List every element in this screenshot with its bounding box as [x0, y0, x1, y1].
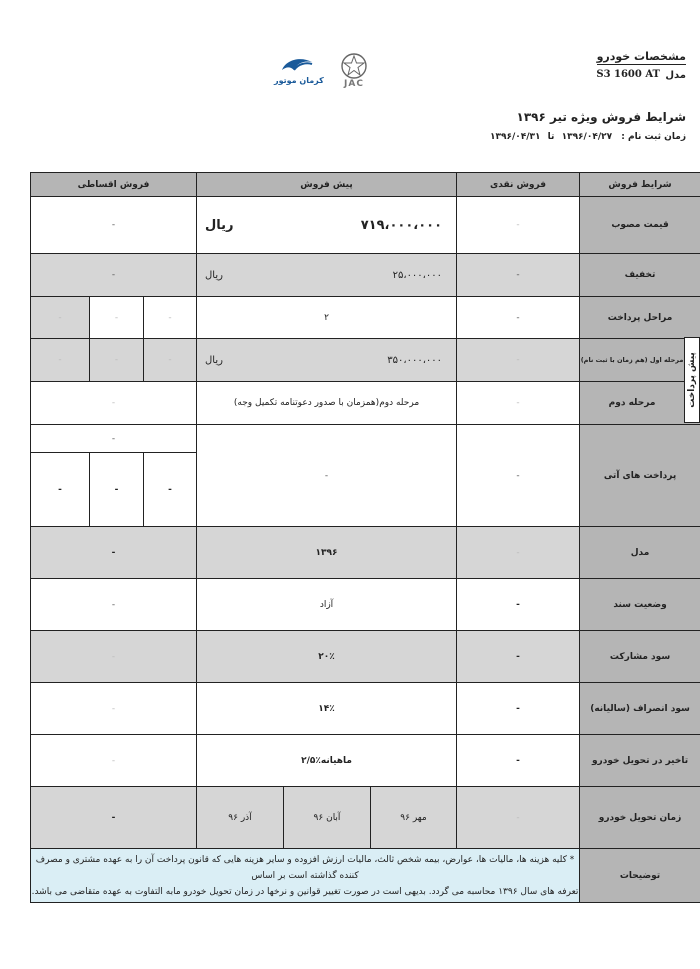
- price-cash: -: [457, 197, 580, 254]
- table-row-notes: [31, 849, 700, 903]
- table-row-stage1: [31, 339, 700, 382]
- delivery-month1: مهر ۹۶: [371, 787, 457, 849]
- notes-label: توضیحات: [580, 849, 700, 903]
- notes-content: [31, 849, 580, 903]
- table-row-delay: [31, 735, 700, 787]
- delivery-cash: -: [457, 787, 580, 849]
- price-installment: -: [31, 197, 197, 254]
- future-inst-top: -: [31, 425, 197, 453]
- future-inst-b: -: [90, 453, 144, 527]
- discount-presale: [197, 254, 457, 297]
- kerman-motor-logo-icon: [270, 52, 382, 92]
- stage1-inst-a: -: [31, 339, 90, 382]
- discount-amount: ۲۵،۰۰۰،۰۰۰: [392, 269, 443, 281]
- model-presale: ۱۳۹۶: [197, 527, 457, 579]
- table-header-row: [31, 173, 700, 197]
- stages-inst-a: -: [31, 297, 90, 339]
- stage1-presale: [197, 339, 457, 382]
- table-row-price: [31, 197, 700, 254]
- partnership-presale: ۲۰٪: [197, 631, 457, 683]
- stage2-cash: -: [457, 382, 580, 425]
- table-row-cancel: [31, 683, 700, 735]
- cancel-cash: -: [457, 683, 580, 735]
- price-label: قیمت مصوب: [580, 197, 700, 254]
- table-row-model: [31, 527, 700, 579]
- kerman-motor-logo-text: کرمان موتور: [274, 76, 324, 85]
- stages-inst-b: -: [90, 297, 144, 339]
- model-installment: -: [31, 527, 197, 579]
- stage2-installment: -: [31, 382, 197, 425]
- table-row-delivery: [31, 787, 700, 849]
- cancel-installment: -: [31, 683, 197, 735]
- model-label: مدل: [580, 527, 700, 579]
- specs-title: مشخصات خودرو: [596, 50, 686, 63]
- header-cash: فروش نقدی: [457, 173, 580, 197]
- model-value: S3 1600 AT: [596, 69, 660, 80]
- stage1-inst-b: -: [90, 339, 144, 382]
- future-presale: -: [197, 425, 457, 527]
- document-label: وضعیت سند: [580, 579, 700, 631]
- discount-installment: -: [31, 254, 197, 297]
- reg-to-word: تا: [547, 132, 555, 142]
- discount-cash: -: [457, 254, 580, 297]
- delay-cash: -: [457, 735, 580, 787]
- partnership-installment: -: [31, 631, 197, 683]
- delivery-month2: آبان ۹۶: [284, 787, 371, 849]
- stage1-cash: -: [457, 339, 580, 382]
- table-row-stages: [31, 297, 700, 339]
- model-label: مدل: [665, 70, 686, 81]
- registration-period: [490, 132, 686, 142]
- delivery-label: زمان تحویل خودرو: [580, 787, 700, 849]
- jac-logo-text: JAC: [344, 79, 364, 89]
- stages-presale: ۲: [197, 297, 457, 339]
- future-label: پرداخت های آتی: [580, 425, 700, 527]
- sale-title: شرایط فروش ویژه تیر ۱۳۹۶: [516, 110, 686, 124]
- header-conditions: شرایط فروش: [580, 173, 700, 197]
- future-cash: -: [457, 425, 580, 527]
- prepayment-side-box: [684, 337, 700, 423]
- header-installment: فروش اقساطی: [31, 173, 197, 197]
- reg-from: ۱۳۹۶/۰۴/۲۷: [561, 132, 613, 142]
- notes-line-2: تعرفه های سال ۱۳۹۶ محاسبه می گردد. بدیهی است در صورت تغییر قوانین و نرخها در زمان تحویل خودرو مابه التفاوت به عهده متقاضی می باشد.: [31, 886, 579, 897]
- table-row-discount: [31, 254, 700, 297]
- stages-cash: -: [457, 297, 580, 339]
- stage2-label: مرحله دوم: [580, 382, 700, 425]
- sales-conditions-table: [30, 172, 700, 903]
- table-row-future-top: [31, 425, 700, 453]
- stage1-inst-c: -: [144, 339, 197, 382]
- delivery-month3: آذر ۹۶: [197, 787, 284, 849]
- stages-label: مراحل پرداخت: [580, 297, 700, 339]
- discount-unit: ریال: [205, 269, 223, 281]
- cancel-presale: ۱۴٪: [197, 683, 457, 735]
- discount-label: تخفیف: [580, 254, 700, 297]
- price-presale: [197, 197, 457, 254]
- prepayment-side-label: پیش پرداخت: [687, 352, 697, 408]
- stage2-presale: مرحله دوم(همزمان با صدور دعوتنامه تکمیل وجه): [197, 382, 457, 425]
- delay-installment: -: [31, 735, 197, 787]
- table-row-partnership: [31, 631, 700, 683]
- header-presale: پیش فروش: [197, 173, 457, 197]
- stage1-label: مرحله اول (هم زمان با ثبت نام): [580, 339, 700, 382]
- reg-to: ۱۳۹۶/۰۴/۳۱: [490, 132, 541, 142]
- delay-presale: ۲/۵٪ماهیانه: [197, 735, 457, 787]
- stage1-amount: ۳۵۰،۰۰۰،۰۰۰: [387, 354, 443, 366]
- delivery-installment: -: [31, 787, 197, 849]
- logos: [270, 52, 382, 92]
- table-row-document: [31, 579, 700, 631]
- table-row-stage2: [31, 382, 700, 425]
- stage1-unit: ریال: [205, 354, 223, 366]
- future-inst-c: -: [144, 453, 197, 527]
- price-unit: ریال: [205, 217, 234, 233]
- price-amount: ۷۱۹،۰۰۰،۰۰۰: [360, 217, 443, 233]
- future-inst-a: -: [31, 453, 90, 527]
- document-installment: -: [31, 579, 197, 631]
- model-cash: -: [457, 527, 580, 579]
- document-cash: -: [457, 579, 580, 631]
- document-presale: آزاد: [197, 579, 457, 631]
- partnership-cash: -: [457, 631, 580, 683]
- delay-label: تاخیر در تحویل خودرو: [580, 735, 700, 787]
- stages-inst-c: -: [144, 297, 197, 339]
- partnership-label: سود مشارکت: [580, 631, 700, 683]
- reg-label: زمان ثبت نام :: [621, 132, 686, 142]
- cancel-label: سود انصراف (سالیانه): [580, 683, 700, 735]
- notes-line-1: * کلیه هزینه ها، مالیات ها، عوارض، بیمه شخص ثالث، مالیات ارزش افزوده و سایر هزینه هایی که قانون پرداخت آن را به عهده مشتری و مصرف کننده گذاشته است بر اساس: [35, 854, 575, 881]
